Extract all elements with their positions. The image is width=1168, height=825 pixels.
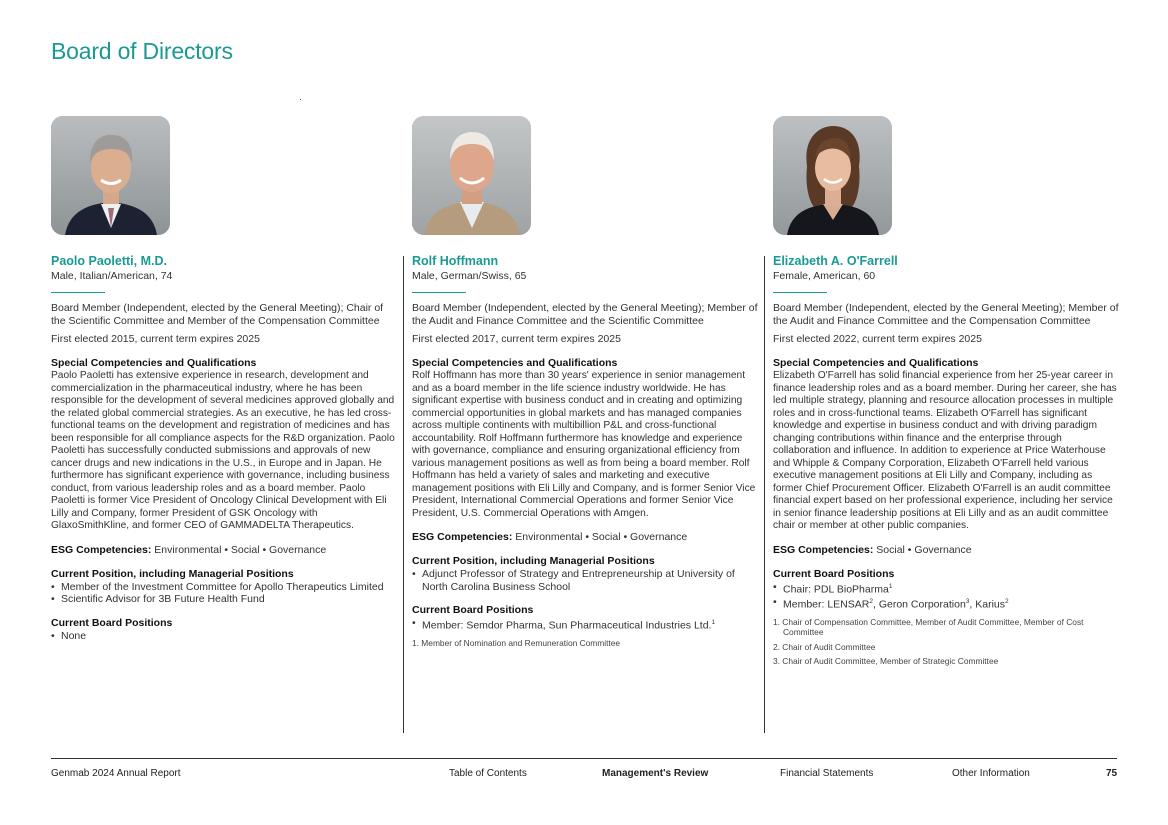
page-title: Board of Directors — [51, 38, 233, 64]
page-number: 75 — [1106, 768, 1118, 779]
director-role: Board Member (Independent, elected by the General Meeting); Chair of the Scientific Committee and Member of the Compensation Committee — [51, 302, 384, 327]
list-item: • None — [51, 630, 397, 643]
column-divider — [403, 256, 404, 733]
footnote: 1. Member of Nomination and Remuneration Committee — [412, 638, 621, 648]
director-demographics: Male, German/Swiss, 65 — [412, 270, 527, 282]
list-item: • Member: LENSAR$^2$, Geron Corporation$^3$, Karius$^2$ — [773, 596, 1119, 611]
board-positions-heading: Current Board Positions — [773, 567, 895, 580]
board-positions-list — [51, 630, 397, 643]
director-term: First elected 2022, current term expires 2025 — [773, 333, 982, 345]
esg-competencies — [773, 544, 1119, 557]
footer-link-financial-statements[interactable]: Financial Statements — [780, 768, 874, 779]
esg-value: Social • Governance — [876, 543, 972, 556]
director-photo — [412, 116, 531, 235]
esg-value: Environmental • Social • Governance — [515, 531, 688, 543]
esg-competencies — [412, 531, 758, 544]
competencies-heading: Special Competencies and Qualifications — [412, 357, 618, 369]
list-item: • Adjunct Professor of Strategy and Entrepreneurship at University of North Carolina Business School — [412, 568, 758, 593]
director-name: Paolo Paoletti, M.D. — [51, 254, 167, 268]
footer-link-other-information[interactable]: Other Information — [952, 768, 1030, 779]
director-demographics: Male, Italian/American, 74 — [51, 270, 173, 282]
competencies-heading: Special Competencies and Qualifications — [51, 357, 257, 369]
director-term: First elected 2017, current term expires 2025 — [412, 333, 621, 345]
esg-label: ESG Competencies: — [412, 531, 513, 543]
list-item: • Member: Semdor Pharma, Sun Pharmaceutical Industries Ltd.$^1$ — [412, 617, 758, 632]
list-item: • Member of the Investment Committee for Apollo Therapeutics Limited — [51, 581, 397, 594]
footer-divider — [51, 758, 1117, 759]
footnotes — [773, 617, 1119, 667]
director-profile-paoletti — [51, 116, 397, 642]
board-positions-heading: Current Board Positions — [51, 616, 173, 629]
board-positions-list — [412, 617, 758, 632]
competencies-text: Elizabeth O'Farrell has solid financial experience from her 25-year career in finance leadership roles and as a board member. During her career, she has led multiple strategy, planning and resource allocation processes in multiple roles and in cross-functional teams. Elizabeth O'Farrell has significant knowledge and expertise in business conduct and with driving paradigm changing contributions within finance and the enterprise through collaboration and influence. In addition to experience at Price Waterhouse and Whipple & Company Corporation, Elizabeth O'Farrell held various executive management positions at Eli Lilly and Company, including as former Chief Procurement Officer. Elizabeth O'Farrell is an audit committee financial expert based on her professional experience, including her service in senior finance leadership positions at Eli Lilly and as an audit committee chair or member at other public companies. — [773, 370, 1117, 531]
competencies-heading: Special Competencies and Qualifications — [773, 357, 979, 369]
footnote: 1. Chair of Compensation Committee, Member of Audit Committee, Member of Cost Committee — [773, 616, 1084, 637]
footnote: 3. Chair of Audit Committee, Member of Strategic Committee — [773, 656, 999, 666]
accent-rule — [412, 292, 466, 293]
positions-list — [412, 568, 758, 593]
competencies-text: Paolo Paoletti has extensive experience in research, development and commercialization in the pharmaceutical industry, where he has been responsible for the development of several medicines approved globally and the related global commercial strategies. As an executive, he has led cross-functional teams on the development and registration of medicines and has been responsible for all compliance aspects for the R&D organization. Paolo Paoletti has successfully conducted submissions and approvals of new cancer drugs and new indications in the U.S., in Europe and in Japan. He furthermore has significant experience with governance, including business conduct, from various leadership roles and as a board member. Paolo Paoletti is former Vice President of Oncology Clinical Development with Eli Lilly and Company, former President of GSK Oncology with GlaxoSmithKline, and former CEO of GAMMADELTA Therapeutics. — [51, 370, 395, 531]
competencies-text: Rolf Hoffmann has more than 30 years' experience in senior management and as a board member in the life science industry worldwide. He has significant expertise with business conduct and in creating and optimizing commercial opportunities in global markets and has managed companies across multiple continents with multibillion P&L and cross-functional accountability. Rolf Hoffmann furthermore has knowledge and experience with governance, compliance and ensuring organizational efficiency from various management positions as well as from being a board member. Rolf Hoffmann has held a variety of sales and marketing and executive management positions with Eli Lilly and Company, and is former Senior Vice President, International Commercial Operations and former Senior Vice President, U.S. Commercial Operations with Amgen. — [412, 370, 756, 519]
esg-label: ESG Competencies: — [773, 543, 874, 556]
accent-rule — [773, 292, 827, 293]
director-name: Rolf Hoffmann — [412, 254, 499, 268]
column-divider — [764, 256, 765, 733]
accent-rule — [51, 292, 105, 293]
director-photo — [51, 116, 170, 235]
stray-mark — [300, 99, 301, 100]
list-item: • Scientific Advisor for 3B Future Health Fund — [51, 593, 397, 606]
director-role: Board Member (Independent, elected by the General Meeting); Member of the Audit and Finance Committee and the Scientific Committee — [412, 302, 758, 327]
footer-report-title: Genmab 2024 Annual Report — [51, 768, 181, 779]
esg-label: ESG Competencies: — [51, 543, 152, 556]
director-term: First elected 2015, current term expires 2025 — [51, 333, 260, 345]
footnote: 2. Chair of Audit Committee — [773, 641, 876, 652]
director-demographics: Female, American, 60 — [773, 270, 876, 282]
esg-competencies — [51, 544, 397, 557]
positions-heading: Current Position, including Managerial Positions — [51, 567, 294, 580]
board-positions-list — [773, 581, 1119, 611]
director-role: Board Member (Independent, elected by the General Meeting); Member of the Audit and Finance Committee and the Compensation Committee — [773, 302, 1119, 327]
esg-value: Environmental • Social • Governance — [154, 543, 327, 556]
board-positions-heading: Current Board Positions — [412, 604, 534, 616]
director-profile-hoffmann — [412, 116, 758, 653]
director-profile-ofarrell — [773, 116, 1119, 671]
positions-list — [51, 581, 397, 606]
director-photo — [773, 116, 892, 235]
footnotes — [412, 638, 758, 649]
list-item: • Chair: PDL BioPharma$^1$ — [773, 581, 1119, 596]
positions-heading: Current Position, including Managerial Positions — [412, 555, 655, 567]
footer-link-table-of-contents[interactable]: Table of Contents — [449, 768, 527, 779]
director-name: Elizabeth A. O'Farrell — [773, 254, 898, 268]
footer-link-managements-review[interactable]: Management's Review — [602, 768, 709, 779]
